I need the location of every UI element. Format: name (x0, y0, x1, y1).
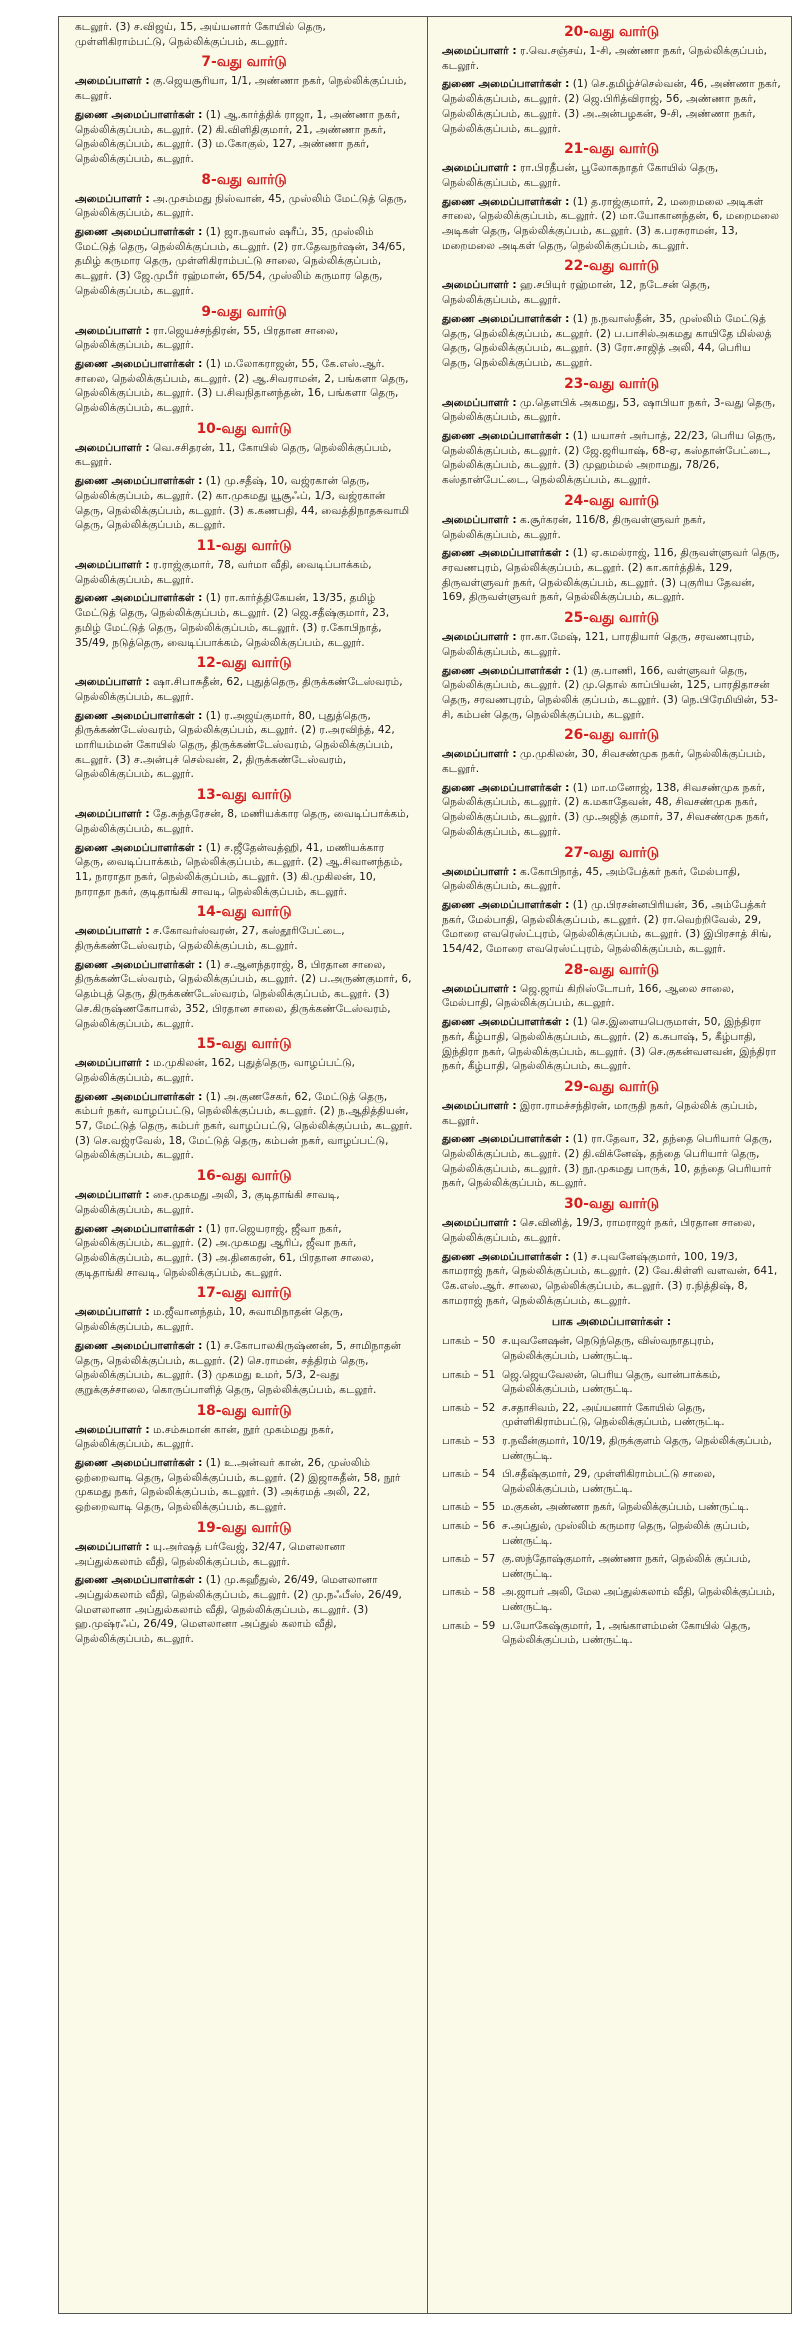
part-details: ச.அப்துல், முஸ்லிம் கருமார தெரு, நெல்லிக் குப்பம், பண்ருட்டி. (502, 1519, 750, 1547)
convener-details: ஹ.சபியுர் ரஹ்மான், 12, நடேசன் தெரு, நெல்லிக்குப்பம், கடலூர். (442, 279, 711, 307)
assistants-details: (1) ஜா.நவாஸ் ஷரீப், 35, முஸ்லிம் மேட்டுத் தெரு, நெல்லிக்குப்பம், கடலூர். (2) ரா.தேவநர்ஷன், 34/65, தமிழ் கருமார தெரு, முள்ளிகிராம்பட்டு சாலை, நெல்லிக்குப்பம், கடலூர். (3) ஜே.முபீர் ரஹ்மான், 65/54, முஸ்லிம் கருமார தெரு, நெல்லிக்குப்பம், கடலூர். (75, 226, 406, 297)
ward-convener (75, 1305, 413, 1334)
ward-section (75, 303, 413, 416)
convener-details: இரா.ராமச்சந்திரன், மாருதி நகர், நெல்லிக் குப்பம், கடலூர். (442, 1099, 758, 1127)
convener-label: அமைப்பாளர் : (75, 558, 150, 571)
ward-convener (442, 630, 781, 659)
convener-label: அமைப்பாளர் : (442, 1217, 517, 1230)
convener-details: மு.தௌபிக் அகமது, 53, ஷாபியா நகர், 3-வது தெரு, நெல்லிக்குப்பம், கடலூர். (442, 396, 776, 424)
ward-convener (75, 192, 413, 221)
part-details: அ.ஜாபர் அலி, மேல அப்துல்கலாம் வீதி, நெல்லிக்குப்பம், பண்ருட்டி. (502, 1586, 776, 1613)
assistants-details: (1) யயாசர் அர்பாத், 22/23, பெரிய தெரு, நெல்லிக்குப்பம், கடலூர். (2) ஜே.ஜரியாஷ், 68-ஏ, கஸ்தான்பேட்டை, நெல்லிக்குப்பம், கடலூர். (3) முஹம்மல் அறாமது, 78/26, கஸ்தான்பேட்டை, நெல்லிக்குப்பம், கடலூர். (442, 430, 776, 487)
ward-section (442, 140, 781, 253)
ward-convener (442, 161, 781, 190)
ward-section (442, 257, 781, 370)
ward-section (75, 654, 413, 782)
assistants-label: துணை அமைப்பாளர்கள் : (442, 1133, 570, 1146)
assistants-label: துணை அமைப்பாளர்கள் : (75, 1339, 203, 1352)
convener-label: அமைப்பாளர் : (442, 396, 517, 409)
convener-label: அமைப்பாளர் : (442, 45, 517, 57)
ward-assistants (442, 312, 781, 371)
assistants-details: (1) ச.புவனேஷ்குமார், 100, 19/3, காமராஜ் நகர், நெல்லிக்குப்பம், கடலூர். (2) வே.கிள்ளி வளவன், 641, கே.எஸ்.ஆர். சாலை, நெல்லிக்குப்பம், கடலூர். (3) ர.நித்திஷ், 8, காமராஜ் நகர், நெல்லிக்குப்பம், கடலூர். (442, 1250, 778, 1307)
ward-assistants (442, 429, 781, 488)
ward-title: 17-வது வார்டு (196, 1285, 292, 1302)
convener-label: அமைப்பாளர் : (75, 324, 150, 337)
ward-convener (75, 675, 413, 704)
ward-convener (442, 982, 781, 1011)
assistants-details: (1) ஆ.கார்த்திக் ராஜா, 1, அண்ணா நகர், நெல்லிக்குப்பம், கடலூர். (2) கி.விளிதிகுமார், 21, அண்ணா நகர், நெல்லிக்குப்பம், கடலூர். (3) ம.கோகுல், 127, அண்ணா நகர், நெல்லிக்குப்பம், கடலூர். (75, 108, 401, 165)
ward-title: 12-வது வார்டு (196, 655, 292, 672)
parts-list (442, 1334, 781, 1647)
convener-label: அமைப்பாளர் : (442, 982, 517, 995)
assistants-details: (1) ர.அஜய்குமார், 80, புதுத்தெரு, திருக்கண்டேஸ்வரம், நெல்லிக்குப்பம், கடலூர். (2) ர.அரவிந்த், 42, மாரியம்மன் கோயில் தெரு, திருக்கண்டேஸ்வரம், நெல்லிக்குப்பம், கடலூர். (3) ச.அன்புச் செல்வன், 2, திருக்கண்டேஸ்வரம், நெல்லிக்குப்பம், கடலூர். (75, 709, 395, 781)
part-row (442, 1368, 781, 1397)
ward-assistants (442, 1015, 781, 1074)
ward-title: 16-வது வார்டு (196, 1168, 292, 1185)
ward-assistants (442, 195, 781, 254)
convener-details: க.சூர்கரன், 116/8, திருவள்ளுவர் நகர், நெல்லிக்குப்பம், கடலூர். (442, 513, 706, 541)
assistants-details: (1) மா.மனோஜ், 138, சிவசண்முக நகர், நெல்லிக்குப்பம், கடலூர். (2) க.மகாதேவன், 48, சிவசண்முக நகர், நெல்லிக்குப்பம், கடலூர். (3) மு.அஜித் குமார், 37, சிவசண்முக நகர், நெல்லிக்குப்பம், கடலூர். (442, 781, 769, 838)
ward-title: 8-வது வார்டு (201, 171, 287, 188)
assistants-label: துணை அமைப்பாளர்கள் : (442, 78, 570, 91)
ward-title: 24-வது வார்டு (564, 492, 659, 509)
ward-section (442, 375, 781, 488)
ward-convener (75, 441, 413, 470)
assistants-details: (1) ரா.தேவா, 32, தந்தை பெரியார் தெரு, நெல்லிக்குப்பம், கடலூர். (2) தி.விக்னேஷ், தந்தை பெரியார் தெரு, நெல்லிக்குப்பம், கடலூர். (3) நூ.முகமது பாருக், 10, தந்தை பெரியார் நகர், நெல்லிக்குப்பம், கடலூர். (442, 1133, 773, 1190)
ward-assistants (75, 841, 413, 900)
assistants-label: துணை அமைப்பாளர்கள் : (75, 357, 203, 370)
convener-details: ச.கோவர்ஸ்வரன், 27, கஸ்தூரிபேட்டை, திருக்கண்டேஸ்வரம், நெல்லிக்குப்பம், கடலூர். (75, 925, 345, 953)
assistants-label: துணை அமைப்பாளர்கள் : (75, 1090, 203, 1103)
part-number: பாகம் – 50 (442, 1335, 496, 1348)
convener-details: ரா.பிரதீபன், பூலோகநாதர் கோயில் தெரு, நெல்லிக்குப்பம், கடலூர். (442, 162, 719, 189)
assistants-details: (1) செ.தமிழ்ச்செல்வன், 46, அண்ணா நகர், நெல்லிக்குப்பம், கடலூர். (2) ஜெ.பிரித்விராஜ், 56, அண்ணா நகர், நெல்லிக்குப்பம், கடலூர். (3) அ.அன்பழகன், 9-சி, அண்ணா நகர், நெல்லிக்குப்பம், கடலூர். (442, 78, 781, 135)
ward-convener (75, 1056, 413, 1085)
ward-section (75, 1519, 413, 1647)
ward-title: 14-வது வார்டு (196, 904, 292, 921)
convener-label: அமைப்பாளர் : (75, 1189, 150, 1202)
assistants-label: துணை அமைப்பாளர்கள் : (75, 226, 203, 239)
assistants-details: (1) உ.அன்வர் கான், 26, முஸ்லிம் ஒற்றைவாடி தெரு, நெல்லிக்குப்பம், கடலூர். (2) இஜாசுதீன், 58, நூர் முகமது நகர், நெல்லிக்குப்பம், கடலூர். (3) அக்ரமத் அலி, 22, ஒற்றைவாடி தெரு, நெல்லிக்குப்பம், கடலூர். (75, 1457, 401, 1514)
ward-convener (75, 558, 413, 587)
ward-title: 15-வது வார்டு (196, 1036, 292, 1053)
convener-label: அமைப்பாளர் : (442, 865, 517, 878)
ward-convener (75, 1188, 413, 1217)
convener-details: ஜெ.ஜாய் கிறிஸ்டோபர், 166, ஆலை சாலை, மேல்பாதி, நெல்லிக்குப்பம், கடலூர். (442, 982, 735, 1010)
part-row (442, 1519, 781, 1548)
part-details: ப.யோகேஷ்குமார், 1, அங்காளம்மன் கோயில் தெரு, நெல்லிக்குப்பம், பண்ருட்டி. (502, 1619, 751, 1647)
ward-assistants (75, 1222, 413, 1281)
convener-details: தே.சுந்தரேசன், 8, மணியக்கார தெரு, வைடிப்பாக்கம், நெல்லிக்குப்பம், கடலூர். (75, 808, 410, 835)
left-ward-list (75, 53, 413, 1646)
ward-convener (75, 324, 413, 353)
part-number: பாகம் – 58 (442, 1586, 496, 1599)
part-row (442, 1467, 781, 1496)
ward-assistants (75, 1339, 413, 1398)
assistants-label: துணை அமைப்பாளர்கள் : (75, 841, 203, 854)
assistants-label: துணை அமைப்பாளர்கள் : (75, 709, 203, 722)
ward-assistants (75, 1456, 413, 1515)
assistants-details: (1) ச.ஆனந்தராஜ், 8, பிரதான சாலை, திருக்கண்டேஸ்வரம், நெல்லிக்குப்பம், கடலூர். (2) ப.அருண்குமார், 6, தெம்புத் தெரு, திருக்கண்டேஸ்வரம், நெல்லிக்குப்பம், கடலூர். (3) செ.கிருஷ்ணகோபால், 352, பிரதான சாலை, திருக்கண்டேஸ்வரம், நெல்லிக்குப்பம், கடலூர். (75, 958, 412, 1030)
part-row (442, 1334, 781, 1363)
convener-label: அமைப்பாளர் : (75, 1540, 150, 1553)
ward-title: 25-வது வார்டு (564, 610, 659, 627)
ward-assistants (442, 781, 781, 840)
assistants-label: துணை அமைப்பாளர்கள் : (75, 475, 203, 488)
ward-section (442, 726, 781, 839)
assistants-details: (1) கு.பாணி, 166, வள்ளுவர் தெரு, நெல்லிக்குப்பம், கடலூர். (2) மு.தொல் காப்பியன், 125, பாரதிதாசன் தெரு, சரவணபுரம், நெல்லிக் குப்பம், கடலூர். (3) நெ.பிரேமியின், 53-சி, கம்பன் தெரு, நெல்லிக்குப்பம், கடலூர். (442, 664, 778, 721)
convener-label: அமைப்பாளர் : (75, 75, 150, 88)
assistants-details: (1) ஏ.கமல்ராஜ், 116, திருவள்ளுவர் தெரு, சரவணபுரம், நெல்லிக்குப்பம், கடலூர். (2) கா.கார்த்திக், 129, திருவள்ளுவர் நகர், நெல்லிக்குப்பம், கடலூர். (3) புகுரிய தேவன், 169, திருவள்ளுவர் நகர், நெல்லிக்குப்பம், கடலூர். (442, 547, 780, 604)
assistants-label: துணை அமைப்பாளர்கள் : (442, 898, 570, 911)
assistants-details: (1) மு.பிரசன்னபிரியன், 36, அம்பேத்கர் நகர், மேல்பாதி, நெல்லிக்குப்பம், கடலூர். (2) ரா.வெற்றிவேல், 29, மோரை எவரெஸ்ட்புரம், நெல்லிக்குப்பம், கடலூர். (3) இபிரசாத் சிங், 154/42, மோரை எவரெஸ்ட்புரம், நெல்லிக்குப்பம், கடலூர். (442, 898, 772, 956)
part-details: ர.நவீன்குமார், 10/19, திருக்குளம் தெரு, நெல்லிக்குப்பம், பண்ருட்டி. (502, 1434, 772, 1462)
assistants-label: துணை அமைப்பாளர்கள் : (75, 108, 203, 121)
assistants-label: துணை அமைப்பாளர்கள் : (75, 1457, 203, 1470)
convener-details: ர.ராஜ்குமார், 78, வர்மா வீதி, வைடிப்பாக்கம், நெல்லிக்குப்பம், கடலூர். (75, 558, 372, 586)
ward-convener (75, 74, 413, 103)
ward-title: 18-வது வார்டு (196, 1402, 292, 1419)
ward-assistants (75, 709, 413, 783)
convener-label: அமைப்பாளர் : (442, 1099, 517, 1112)
assistants-details: (1) ம.லோகராஜன், 55, கே.எஸ்.ஆர். சாலை, நெல்லிக்குப்பம், கடலூர். (2) ஆ.சிவராமன், 2, பங்களா தெரு, நெல்லிக்குப்பம், கடலூர். (3) ப.சிவநிதானந்தன், 16, பங்களா தெரு, நெல்லிக்குப்பம், கடலூர். (75, 357, 409, 415)
convener-label: அமைப்பாளர் : (75, 192, 150, 205)
convener-label: அமைப்பாளர் : (442, 162, 517, 175)
assistants-details: (1) மு.சதீஷ், 10, வஜ்ரகான் தெரு, நெல்லிக்குப்பம், கடலூர். (2) கா.முகமது யூசூஃப், 1/3, வஜ்ரகான் தெரு, நெல்லிக்குப்பம், கடலூர். (3) க.கணபதி, 44, வைத்திநாதசுவாமி தெரு, நெல்லிக்குப்பம், கடலூர். (75, 475, 410, 532)
ward-section (75, 1402, 413, 1515)
ward-title: 23-வது வார்டு (564, 375, 659, 392)
assistants-label: துணை அமைப்பாளர்கள் : (75, 958, 203, 971)
continuation-text: கடலூர். (3) ச.விஜய், 15, அய்யனார் கோயில் தெரு, முள்ளிகிராம்பட்டு, நெல்லிக்குப்பம், கடலூர். (75, 21, 326, 48)
ward-title: 30-வது வார்டு (564, 1196, 659, 1213)
part-number: பாகம் – 59 (442, 1619, 496, 1632)
convener-label: அமைப்பாளர் : (442, 279, 517, 292)
ward-title: 26-வது வார்டு (564, 727, 659, 744)
part-row (442, 1500, 781, 1515)
ward-convener (442, 513, 781, 542)
ward-convener (442, 44, 781, 73)
assistants-label: துணை அமைப்பாளர்கள் : (75, 1222, 203, 1235)
ward-title: 28-வது வார்டு (564, 961, 659, 978)
assistants-label: துணை அமைப்பாளர்கள் : (442, 781, 570, 794)
left-column (59, 17, 427, 2313)
convener-details: மு.முகிலன், 30, சிவசண்முக நகர், நெல்லிக்குப்பம், கடலூர். (442, 748, 766, 776)
assistants-label: துணை அமைப்பாளர்கள் : (442, 312, 570, 325)
ward-section (442, 23, 781, 136)
ward-convener (442, 865, 781, 894)
ward-assistants (442, 664, 781, 723)
ward-section (442, 1195, 781, 1308)
ward-title: 21-வது வார்டு (564, 141, 659, 158)
part-number: பாகம் – 57 (442, 1553, 496, 1566)
ward-section (75, 420, 413, 533)
part-details: ம.குகன், அண்ணா நகர், நெல்லிக்குப்பம், பண்ருட்டி. (502, 1501, 749, 1514)
ward-assistants (442, 77, 781, 136)
convener-details: ரா.கா.மேஷ், 121, பாரதியார் தெரு, சரவணபுரம், நெல்லிக்குப்பம், கடலூர். (442, 631, 755, 658)
convener-label: அமைப்பாளர் : (75, 676, 150, 689)
ward-section (75, 53, 413, 166)
convener-label: அமைப்பாளர் : (75, 1057, 150, 1070)
ward-assistants (75, 357, 413, 416)
part-details: ஜெ.ஜெயவேலன், பெரிய தெரு, வான்பாக்கம், நெல்லிக்குப்பம், பண்ருட்டி. (502, 1368, 721, 1396)
ward-assistants (75, 958, 413, 1032)
ward-convener (442, 396, 781, 425)
ward-title: 29-வது வார்டு (564, 1078, 659, 1095)
convener-details: வெ.சசிதரன், 11, கோயில் தெரு, நெல்லிக்குப்பம், கடலூர். (75, 441, 392, 469)
part-number: பாகம் – 52 (442, 1401, 496, 1414)
part-row (442, 1434, 781, 1463)
ward-title: 20-வது வார்டு (564, 24, 659, 40)
convener-label: அமைப்பாளர் : (442, 513, 517, 526)
newspaper-page (58, 16, 792, 2314)
ward-title: 7-வது வார்டு (201, 54, 287, 71)
part-row (442, 1401, 781, 1430)
ward-section (442, 961, 781, 1074)
ward-convener (75, 1540, 413, 1569)
ward-section (442, 609, 781, 722)
ward-title: 22-வது வார்டு (564, 258, 659, 275)
part-number: பாகம் – 54 (442, 1468, 496, 1481)
ward-convener (75, 924, 413, 953)
convener-details: அ.முசம்மது நிஸ்வான், 45, முஸ்லிம் மேட்டுத் தெரு, நெல்லிக்குப்பம், கடலூர். (75, 192, 407, 220)
ward-section (75, 537, 413, 650)
part-number: பாகம் – 53 (442, 1434, 496, 1447)
right-ward-list (442, 23, 781, 1308)
ward-title: 11-வது வார்டு (196, 537, 292, 554)
assistants-label: துணை அமைப்பாளர்கள் : (442, 664, 570, 677)
convener-details: யு.அர்ஷத் பர்வேஜ், 32/47, மௌலானா அப்துல்கலாம் வீதி, நெல்லிக்குப்பம், கடலூர். (75, 1540, 346, 1568)
part-row (442, 1619, 781, 1648)
ward-title: 19-வது வார்டு (196, 1519, 292, 1536)
convener-details: ரா.ஜெயச்சந்திரன், 55, பிரதான சாலை, நெல்லிக்குப்பம், கடலூர். (75, 324, 339, 352)
assistants-label: துணை அமைப்பாளர்கள் : (442, 195, 570, 208)
part-details: ச.சதாசிவம், 22, அய்யனார் கோயில் தெரு, முள்ளிகிராம்பட்டு, நெல்லிக்குப்பம், பண்ருட்டி. (502, 1401, 725, 1429)
assistants-label: துணை அமைப்பாளர்கள் : (442, 430, 570, 443)
convener-label: அமைப்பாளர் : (442, 748, 517, 761)
part-number: பாகம் – 56 (442, 1519, 496, 1532)
ward-assistants (75, 1573, 413, 1647)
assistants-details: (1) மு.கஹீதுல், 26/49, மௌலானா அப்துல்கலாம் வீதி, நெல்லிக்குப்பம், கடலூர். (2) மு.நஃபீஸ், 26/49, மௌலானா அப்துல்கலாம் வீதி, நெல்லிக்குப்பம், கடலூர். (3) ஹ.முஷ்ரஃப், 26/49, மௌலானா அப்துல் கலாம் வீதி, நெல்லிக்குப்பம், கடலூர். (75, 1574, 402, 1646)
ward-section (75, 1167, 413, 1280)
ward-assistants (75, 474, 413, 533)
right-column (427, 17, 792, 2313)
convener-label: அமைப்பாளர் : (75, 1306, 150, 1319)
ward-section (75, 786, 413, 899)
ward-section (442, 492, 781, 605)
convener-details: ர.வெ.சஞ்சய், 1-சி, அண்ணா நகர், நெல்லிக்குப்பம், கடலூர். (442, 45, 768, 72)
ward-title: 9-வது வார்டு (201, 303, 287, 320)
convener-details: ம.சம்சுமான் கான், நூர் முகம்மது நகர், நெல்லிக்குப்பம், கடலூர். (75, 1423, 334, 1451)
part-number: பாகம் – 51 (442, 1368, 496, 1381)
convener-details: க.கோபிநாத், 45, அம்பேத்கர் நகர், மேல்பாதி, நெல்லிக்குப்பம், கடலூர். (442, 865, 741, 893)
assistants-label: துணை அமைப்பாளர்கள் : (75, 1574, 203, 1587)
convener-details: ம.முகிலன், 162, புதுத்தெரு, வாழப்பட்டு, நெல்லிக்குப்பம், கடலூர். (75, 1057, 356, 1084)
assistants-details: (1) ந.நவாஸ்தீன், 35, முஸ்லிம் மேட்டுத் தெரு, நெல்லிக்குப்பம், கடலூர். (2) ப.பாசில்அகமது காயிதே மில்லத் தெரு, நெல்லிக்குப்பம், கடலூர். (3) ரோ.சாஜித் அலி, 44, பெரிய தெரு, நெல்லிக்குப்பம், கடலூர். (442, 312, 772, 369)
convener-label: அமைப்பாளர் : (75, 808, 150, 821)
assistants-details: (1) ரா.கார்த்திகேயன், 13/35, தமிழ் மேட்டுத் தெரு, நெல்லிக்குப்பம், கடலூர். (2) ஜெ.சதீஷ்குமார், 23, தமிழ் மேட்டுத் தெரு, நெல்லிக்குப்பம், கடலூர். (3) ர.கோபிநாத், 35/49, நடுத்தெரு, வைடிப்பாக்கம், நெல்லிக்குப்பம், கடலூர். (75, 592, 390, 649)
ward-assistants (442, 1132, 781, 1191)
convener-details: சை.முகமது அலி, 3, குடிதாங்கி சாவடி, நெல்லிக்குப்பம், கடலூர். (75, 1189, 340, 1216)
assistants-details: (1) த.ராஜ்குமார், 2, மறைமலை அடிகள் சாலை, நெல்லிக்குப்பம், கடலூர். (2) மா.யோகானந்தன், 6, மறைமலை அடிகள் தெரு, நெல்லிக்குப்பம், கடலூர். (3) க.பரசுராமன், 13, மறைமலை அடிகள் தெரு, நெல்லிக்குப்பம், கடலூர். (442, 195, 779, 252)
part-details: ச.யுவனேஷன், நெடுந்தெரு, விஸ்வநாதபுரம், நெல்லிக்குப்பம், பண்ருட்டி. (502, 1335, 715, 1362)
ward-convener (75, 807, 413, 836)
part-row (442, 1585, 781, 1614)
ward-section (75, 1035, 413, 1163)
part-details: கு.ஸந்தோஷ்குமார், அண்ணா நகர், நெல்லிக் குப்பம், பண்ருட்டி. (502, 1553, 751, 1580)
convener-label: அமைப்பாளர் : (75, 1423, 150, 1436)
ward-convener (442, 278, 781, 307)
ward-convener (442, 747, 781, 776)
ward-assistants (442, 898, 781, 957)
convener-label: அமைப்பாளர் : (75, 925, 150, 938)
parts-section-title: பாக அமைப்பாளர்கள் : (551, 1315, 672, 1329)
assistants-label: துணை அமைப்பாளர்கள் : (442, 547, 570, 560)
ward-assistants (75, 591, 413, 650)
assistants-details: (1) அ.குணசேகர், 62, மேட்டுத் தெரு, கம்பர் நகர், வாழப்பட்டு, நெல்லிக்குப்பம், கடலூர். (2) ந.ஆதித்தியன், 57, மேட்டுத் தெரு, கம்பர் நகர், வாழப்பட்டு, நெல்லிக்குப்பம், கடலூர். (3) செ.வஜ்ரவேல், 18, மேட்டுத் தெரு, கம்பன் நகர், வாழப்பட்டு, நெல்லிக்குப்பம், கடலூர். (75, 1090, 413, 1162)
ward-convener (442, 1099, 781, 1128)
assistants-details: (1) ச.ஜீதேன்வத்ஹி, 41, மணியக்கார தெரு, வைடிப்பாக்கம், நெல்லிக்குப்பம், கடலூர். (2) ஆ.சிவானந்தம், 11, நாராதா நகர், நெல்லிக்குப்பம், கடலூர். (3) கி.முகிலன், 10, நாராதா நகர், குடிதாங்கி சாவடி, நெல்லிக்குப்பம், கடலூர். (75, 841, 403, 898)
ward-title: 10-வது வார்டு (196, 420, 292, 437)
convener-details: ம.ஜீவானந்தம், 10, சுவாமிநாதன் தெரு, நெல்லிக்குப்பம், கடலூர். (75, 1306, 344, 1334)
ward-section (442, 1078, 781, 1191)
ward-section (442, 844, 781, 957)
assistants-details: (1) செ.இளையபெருமாள், 50, இந்திரா நகர், கீழ்பாதி, நெல்லிக்குப்பம், கடலூர். (2) க.சுபாஷ், 5, கீழ்பாதி, இந்திரா நகர், நெல்லிக்குப்பம், கடலூர். (3) செ.குகன்வளவன், இந்திரா நகர், கீழ்பாதி, நெல்லிக்குப்பம், கடலூர். (442, 1016, 777, 1073)
part-row (442, 1552, 781, 1581)
assistants-label: துணை அமைப்பாளர்கள் : (442, 1016, 570, 1029)
ward-assistants (75, 108, 413, 167)
convener-details: செ.வினித், 19/3, ராமராஜர் நகர், பிரதான சாலை, நெல்லிக்குப்பம், கடலூர். (442, 1217, 756, 1244)
convener-label: அமைப்பாளர் : (442, 631, 517, 644)
convener-details: கு.ஜெயசூரியா, 1/1, அண்ணா நகர், நெல்லிக்குப்பம், கடலூர். (75, 75, 407, 103)
convener-details: ஷா.சிபாசுதீன், 62, புதுத்தெரு, திருக்கண்டேஸ்வரம், நெல்லிக்குப்பம், கடலூர். (75, 676, 403, 703)
assistants-label: துணை அமைப்பாளர்கள் : (442, 1250, 570, 1263)
ward-convener (442, 1216, 781, 1245)
assistants-details: (1) ச.கோபாலகிருஷ்ணன், 5, சாமிநாதன் தெரு, நெல்லிக்குப்பம், கடலூர். (2) செ.ராமன், சத்திரம் தெரு, நெல்லிக்குப்பம், கடலூர். (3) முகமது உமர், 5/3, 2-வது குறுக்குச்சாலை, கொருப்பாளித் தெரு, நெல்லிக்குப்பம், கடலூர். (75, 1339, 402, 1396)
ward-title: 27-வது வார்டு (564, 844, 659, 861)
ward-assistants (75, 1090, 413, 1164)
ward-assistants (442, 546, 781, 605)
ward-section (75, 171, 413, 299)
ward-convener (75, 1423, 413, 1452)
assistants-label: துணை அமைப்பாளர்கள் : (75, 592, 203, 605)
assistants-details: (1) ரா.ஜெயராஜ், ஜீவா நகர், நெல்லிக்குப்பம், கடலூர். (2) அ.முகமது ஆரிப், ஜீவா நகர், நெல்லிக்குப்பம், கடலூர். (3) அ.தினகரன், 61, பிரதான சாலை, குடிதாங்கி சாவடி, நெல்லிக்குப்பம், கடலூர். (75, 1222, 374, 1279)
ward-assistants (75, 225, 413, 299)
ward-section (75, 903, 413, 1031)
part-number: பாகம் – 55 (442, 1501, 496, 1514)
part-details: பி.சதீஷ்குமார், 29, முள்ளிகிராம்பட்டு சாலை, நெல்லிக்குப்பம், பண்ருட்டி. (502, 1468, 716, 1495)
convener-label: அமைப்பாளர் : (75, 441, 150, 454)
ward-section (75, 1284, 413, 1397)
ward-title: 13-வது வார்டு (196, 787, 292, 804)
ward-assistants (442, 1250, 781, 1309)
